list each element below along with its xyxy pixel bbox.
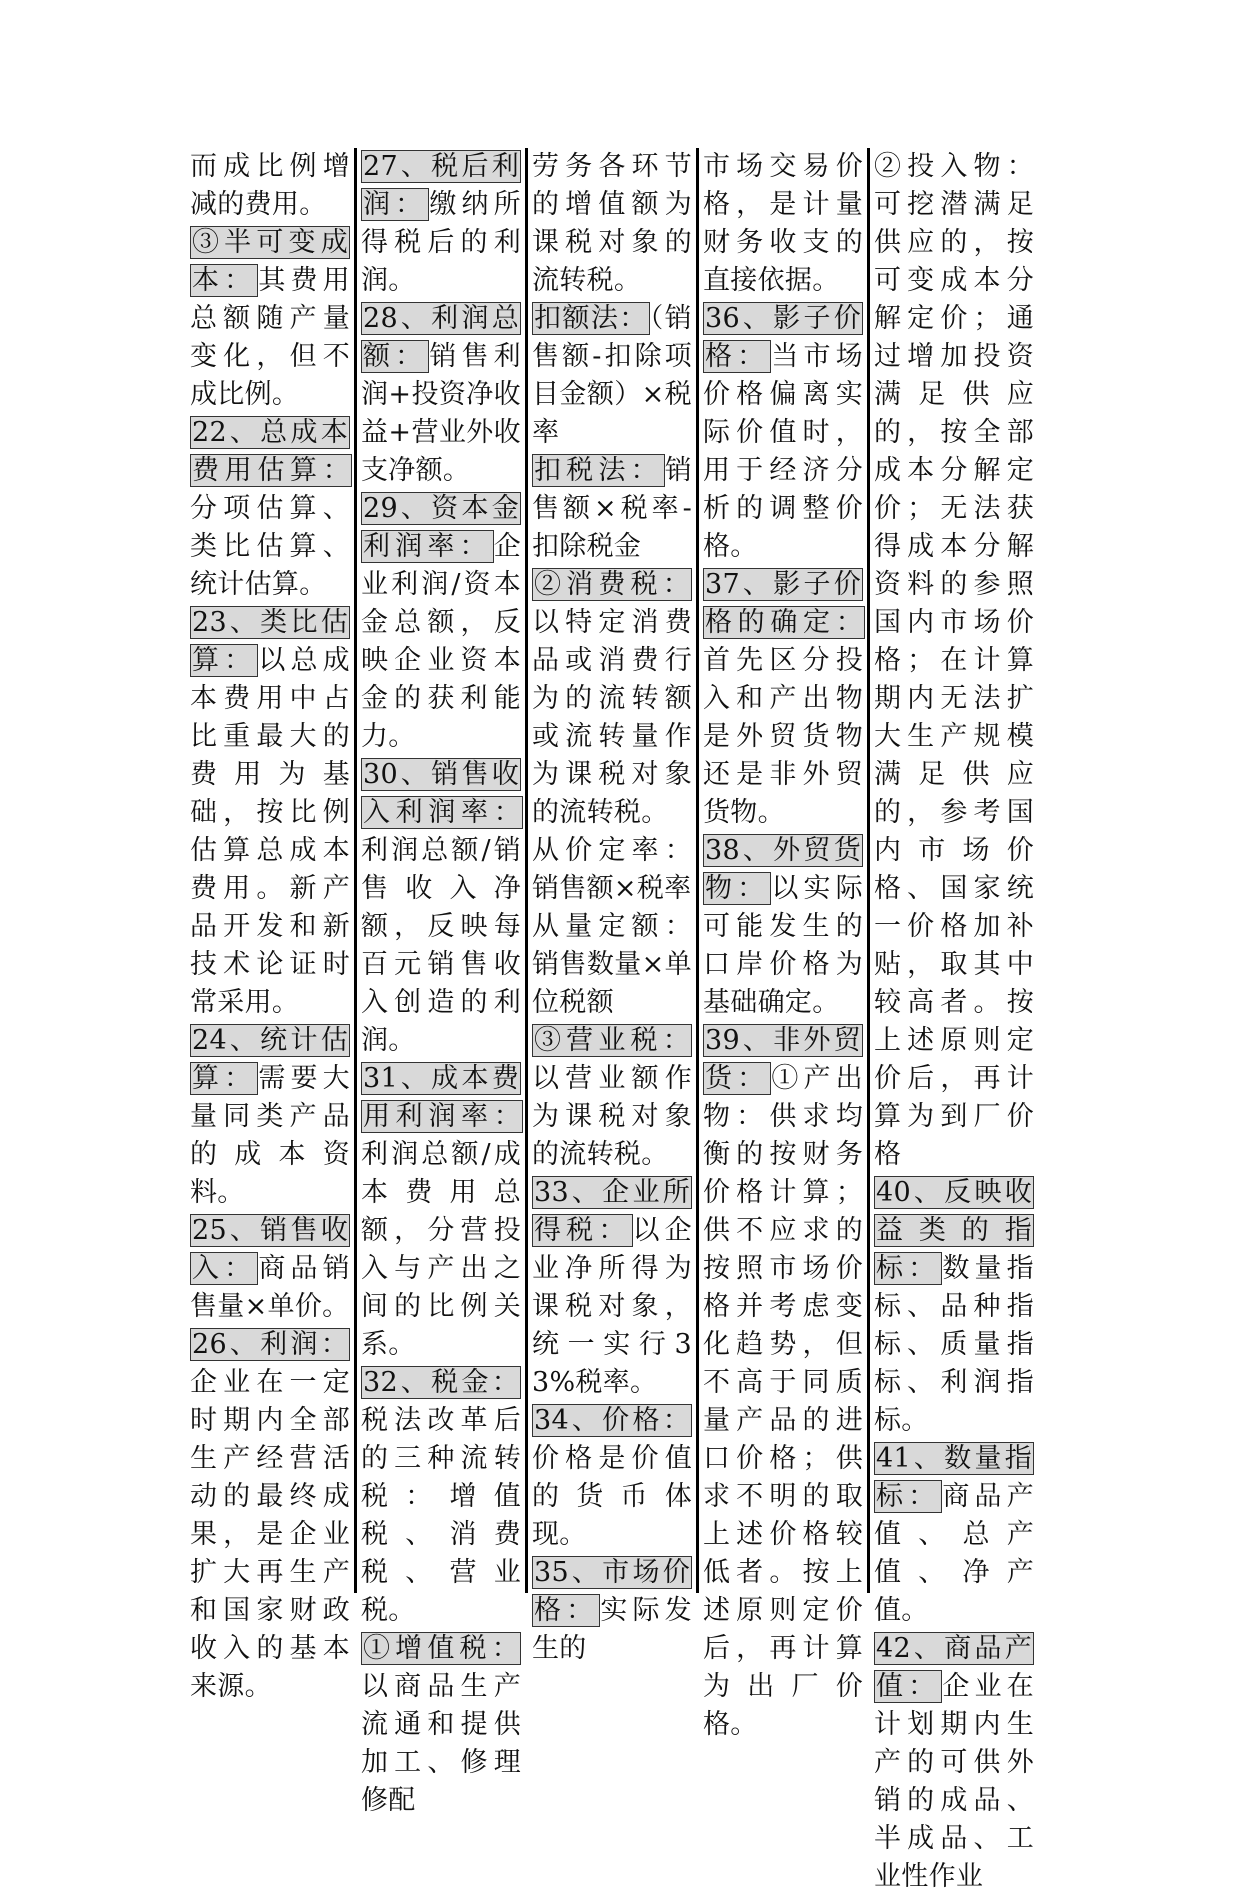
paragraph-text: 利润总额/成本费用总额，分营投入与产出之间的比例关系。 — [361, 1139, 521, 1360]
paragraph — [532, 1022, 692, 1174]
term-heading: ①增值税： — [363, 1633, 519, 1664]
paragraph-text: 商品销售量×单价。 — [190, 1253, 350, 1322]
term-heading: 36、影子价格： — [705, 303, 861, 372]
paragraph — [532, 908, 692, 1022]
paragraph — [190, 604, 350, 1022]
paragraph — [361, 490, 521, 756]
term-heading: ②消费税： — [534, 569, 690, 600]
term-heading: 扣税法： — [534, 455, 663, 486]
term-heading: 23、类比估算： — [192, 607, 348, 676]
paragraph — [874, 1440, 1034, 1630]
paragraph-text: 以实际可能发生的口岸价格为基础确定。 — [703, 873, 863, 1018]
term-heading: 31、成本费用利润率： — [363, 1063, 521, 1132]
paragraph-text: 当市场价格偏离实际价值时，用于经济分析的调整价格。 — [703, 341, 863, 562]
term-heading: 34、价格： — [534, 1405, 690, 1436]
term-heading: 33、企业所得税： — [534, 1177, 690, 1246]
paragraph — [361, 1630, 521, 1820]
term-heading: 40、反映收益类的指标： — [876, 1177, 1032, 1284]
document-page — [186, 148, 1066, 1892]
paragraph — [361, 1060, 521, 1364]
term-heading: 32、税金： — [363, 1367, 519, 1398]
paragraph — [361, 1364, 521, 1630]
text-column-1 — [186, 148, 354, 1702]
paragraph-text: 企业利润/资本金总额，反映企业资本金的获利能力。 — [361, 531, 521, 752]
paragraph-text: 以营业额作为课税对象的流转税。 — [532, 1063, 692, 1170]
term-heading: 42、商品产值： — [876, 1633, 1032, 1702]
paragraph-text: 商品产值、总产值、净产值。 — [874, 1481, 1034, 1626]
paragraph-text: ②投入物：可挖潜满足供应的，按可变成本分解定价；通过增加投资满足供应的，按全部成本分解定价；无法获得成本分解资料的参照国内市场价格；在计算期内无法扩大生产规模满足供应的，参考国内市场价格、国家统一价格加补贴，取其中较高者。按上述原则定价后，再计算为到厂价格 — [874, 151, 1034, 1170]
term-heading: 扣额法： — [534, 303, 648, 334]
paragraph-text: 数量指标、品种指标、质量指标、利润指标。 — [874, 1253, 1034, 1436]
paragraph — [190, 1022, 350, 1212]
paragraph-text: 而成比例增减的费用。 — [190, 151, 350, 220]
term-heading: 24、统计估算： — [192, 1025, 348, 1094]
term-heading: 39、非外贸货： — [705, 1025, 861, 1094]
paragraph — [532, 1174, 692, 1402]
paragraph-text: 企业在一定时期内全部生产经营活动的最终成果，是企业扩大再生产和国家财政收入的基本来源。 — [190, 1367, 350, 1702]
paragraph-text: 市场交易价格，是计量财务收支的直接依据。 — [703, 151, 863, 296]
paragraph-text: 其费用总额随产量变化，但不成比例。 — [190, 265, 350, 410]
paragraph-text: 劳务各环节的增值额为课税对象的流转税。 — [532, 151, 692, 296]
paragraph-text: 缴纳所得税后的利润。 — [361, 189, 521, 296]
paragraph — [874, 1630, 1034, 1896]
paragraph-text: 销售利润+投资净收益+营业外收支净额。 — [361, 341, 521, 486]
paragraph — [532, 566, 692, 832]
paragraph — [190, 1326, 350, 1706]
paragraph — [874, 1174, 1034, 1440]
term-heading: ③营业税： — [534, 1025, 690, 1056]
paragraph — [190, 148, 350, 224]
text-column-4 — [696, 148, 867, 1740]
paragraph — [532, 1402, 692, 1554]
paragraph-text: 销售额×税率-扣除税金 — [532, 455, 692, 562]
paragraph — [532, 148, 692, 300]
paragraph-text: 从量定额：销售数量×单位税额 — [532, 911, 692, 1018]
term-heading: 25、销售收入： — [192, 1215, 348, 1284]
paragraph — [361, 300, 521, 490]
term-heading: 26、利润： — [192, 1329, 348, 1360]
paragraph-text: 以企业净所得为课税对象，统一实行33%税率。 — [532, 1215, 692, 1398]
term-heading: 27、税后利润： — [363, 151, 519, 220]
term-heading: 28、利润总额： — [363, 303, 519, 372]
paragraph — [532, 452, 692, 566]
paragraph — [190, 224, 350, 414]
paragraph — [532, 1554, 692, 1668]
paragraph-text: 从价定率：销售额×税率 — [532, 835, 692, 904]
text-column-2 — [354, 148, 525, 1816]
paragraph-text: 需要大量同类产品的成本资料。 — [190, 1063, 350, 1208]
paragraph — [190, 1212, 350, 1326]
term-heading: 29、资本金利润率： — [363, 493, 519, 562]
paragraph — [703, 148, 863, 300]
paragraph — [361, 148, 521, 300]
paragraph — [703, 300, 863, 566]
paragraph-text: 企业在计划期内生产的可供外销的成品、半成品、工业性作业 — [874, 1671, 1034, 1892]
paragraph — [361, 756, 521, 1060]
paragraph-text: 以商品生产流通和提供加工、修理修配 — [361, 1671, 521, 1816]
term-heading: 35、市场价格： — [534, 1557, 690, 1626]
paragraph-text: 分项估算、类比估算、统计估算。 — [190, 493, 350, 600]
paragraph-text: 实际发生的 — [532, 1595, 692, 1664]
term-heading: 30、销售收入利润率： — [363, 759, 521, 828]
text-column-3 — [525, 148, 696, 1664]
term-heading: ③半可变成本： — [192, 227, 348, 296]
term-heading: 37、影子价格的确定： — [705, 569, 863, 638]
paragraph-text: 税法改革后的三种流转税：增值税、消费税、营业税。 — [361, 1405, 521, 1626]
paragraph — [874, 148, 1034, 1174]
paragraph-text: 以特定消费品或消费行为的流转额或流转量作为课税对象的流转税。 — [532, 607, 692, 828]
paragraph-text: ①产出物：供求均衡的按财务价格计算；供不应求的按照市场价格并考虑变化趋势，但不高于同质量产品的进口价格；供求不明的取上述价格较低者。按上述原则定价后，再计算为出厂价格。 — [703, 1063, 863, 1740]
paragraph-text: 首先区分投入和产出物是外贸货物还是非外贸货物。 — [703, 645, 863, 828]
paragraph — [532, 300, 692, 452]
paragraph — [703, 832, 863, 1022]
text-column-5 — [867, 148, 1038, 1892]
term-heading: 38、外贸货物： — [705, 835, 861, 904]
paragraph — [190, 414, 350, 604]
paragraph — [703, 1022, 863, 1744]
term-heading: 41、数量指标： — [876, 1443, 1032, 1512]
paragraph-text: 利润总额/销售收入净额，反映每百元销售收入创造的利润。 — [361, 835, 521, 1056]
term-heading: 22、总成本费用估算： — [192, 417, 350, 486]
paragraph — [703, 566, 863, 832]
paragraph — [532, 832, 692, 908]
paragraph-text: 价格是价值的货币体现。 — [532, 1443, 692, 1550]
paragraph-text: 以总成本费用中占比重最大的费用为基础，按比例估算总成本费用。新产品开发和新技术论证时常采用。 — [190, 645, 350, 1018]
paragraph-text: （销售额-扣除项目金额）×税率 — [532, 303, 692, 448]
